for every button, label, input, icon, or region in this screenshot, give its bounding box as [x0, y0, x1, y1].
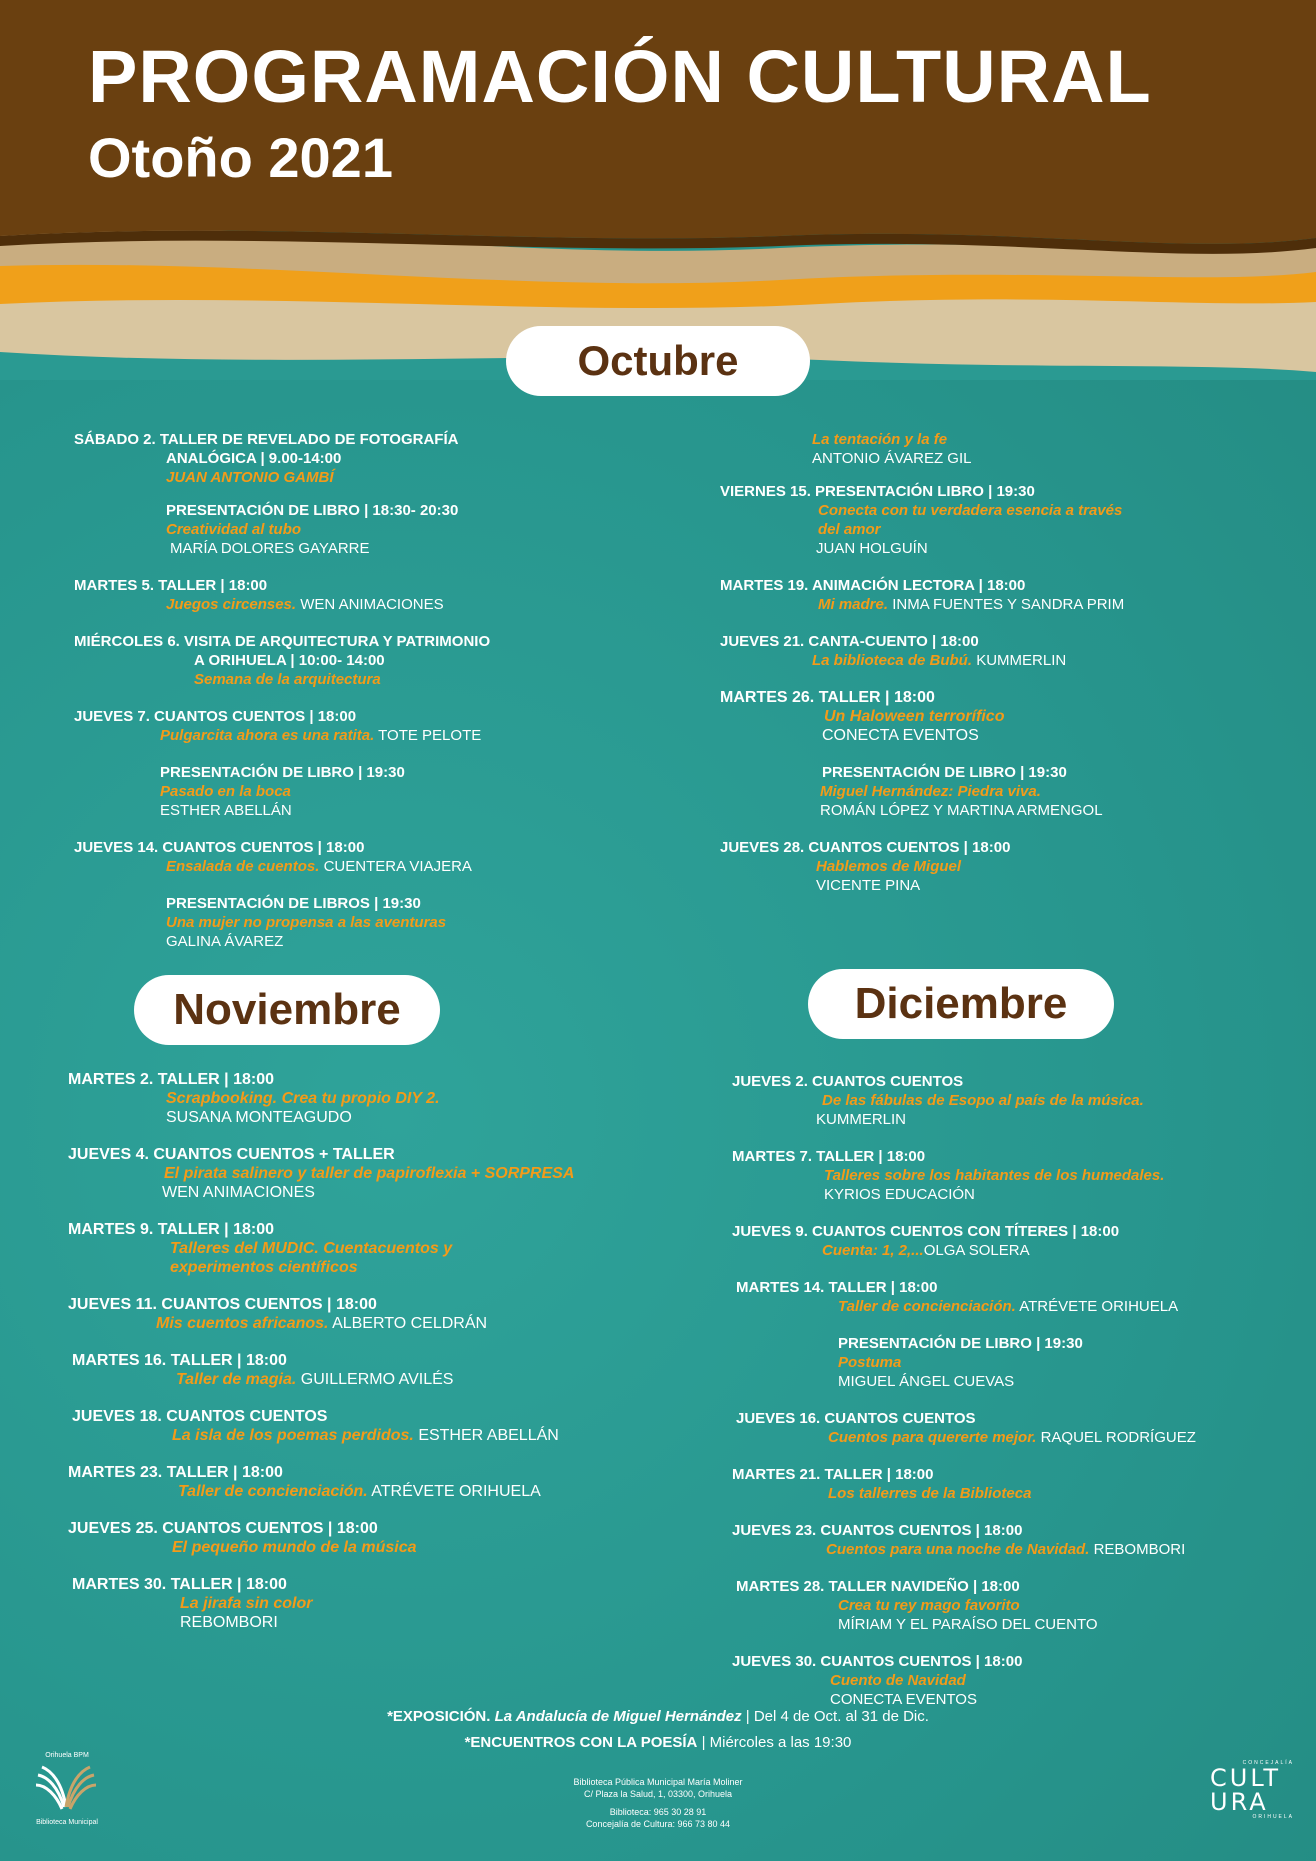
- event-item: [720, 430, 1124, 468]
- month-octubre: Octubre: [506, 326, 810, 396]
- event-item: [68, 1070, 574, 1127]
- event-title: Taller de concienciación.: [838, 1298, 1016, 1315]
- event-heading: SÁBADO 2. TALLER DE REVELADO DE FOTOGRAFÍA: [74, 431, 459, 448]
- event-heading: PRESENTACIÓN DE LIBRO | 19:30: [160, 764, 405, 781]
- event-heading: JUEVES 4. CUANTOS CUENTOS + TALLER: [68, 1146, 395, 1163]
- event-heading: MARTES 14. TALLER | 18:00: [736, 1279, 938, 1296]
- event-title: Cuentos para quererte mejor.: [828, 1429, 1037, 1446]
- event-host: MÍRIAM Y EL PARAÍSO DEL CUENTO: [838, 1616, 1098, 1633]
- event-host: MIGUEL ÁNGEL CUEVAS: [838, 1373, 1015, 1390]
- event-title: Pulgarcita ahora es una ratita.: [160, 727, 375, 744]
- diciembre-column: [732, 1072, 1196, 1727]
- event-item: [720, 838, 1124, 895]
- page-subtitle: Otoño 2021: [88, 126, 393, 189]
- concejalia-cultura-logo: [1210, 1760, 1294, 1830]
- exposicion-note: [0, 1708, 1316, 1725]
- biblioteca-municipal-logo: [28, 1752, 112, 1844]
- event-item: [732, 1334, 1196, 1391]
- event-host: ESTHER ABELLÁN: [160, 802, 292, 819]
- event-heading: JUEVES 14. CUANTOS CUENTOS | 18:00: [74, 839, 365, 856]
- event-item: [74, 707, 490, 745]
- event-title: Semana de la arquitectura: [194, 671, 381, 688]
- exposicion-title: La Andalucía de Miguel Hernández: [494, 1708, 742, 1725]
- encuentros-note: [0, 1734, 1316, 1751]
- event-host: CONECTA EVENTOS: [830, 1691, 977, 1708]
- event-host: GUILLERMO AVILÉS: [300, 1371, 454, 1388]
- event-item: [720, 482, 1124, 558]
- event-host: ESTHER ABELLÁN: [418, 1427, 559, 1444]
- event-host: SUSANA MONTEAGUDO: [166, 1109, 352, 1126]
- event-title: Cuenta: 1, 2,...: [822, 1242, 924, 1259]
- event-host: ANTONIO ÁVAREZ GIL: [812, 450, 972, 467]
- phone-block: [0, 1806, 1316, 1830]
- event-title: Scrapbooking. Crea tu propio DIY 2.: [166, 1090, 440, 1107]
- event-item: [68, 1407, 574, 1445]
- event-heading: ANALÓGICA | 9.00-14:00: [166, 450, 342, 467]
- octubre-left-column: [74, 430, 490, 969]
- phone-biblioteca: Biblioteca: 965 30 28 91: [609, 1807, 707, 1817]
- event-heading: MARTES 16. TALLER | 18:00: [72, 1352, 287, 1369]
- event-item: [720, 688, 1124, 745]
- event-item: [732, 1147, 1196, 1204]
- event-heading: JUEVES 16. CUANTOS CUENTOS: [736, 1410, 976, 1427]
- event-host: TOTE PELOTE: [378, 727, 482, 744]
- logo-wordmark: CULT: [1210, 1764, 1282, 1792]
- event-host: REBOMBORI: [1093, 1541, 1186, 1558]
- event-title: La jirafa sin color: [180, 1595, 313, 1612]
- phone-concejalia: Concejalía de Cultura: 966 73 80 44: [585, 1819, 731, 1829]
- event-heading: MARTES 9. TALLER | 18:00: [68, 1221, 274, 1238]
- event-heading: JUEVES 7. CUANTOS CUENTOS | 18:00: [74, 708, 357, 725]
- event-host: ATRÉVETE ORIHUELA: [371, 1483, 541, 1500]
- event-title: Hablemos de Miguel: [816, 858, 962, 875]
- open-book-icon: [34, 1763, 98, 1815]
- event-title: Miguel Hernández: Piedra viva.: [820, 783, 1041, 800]
- event-title: Crea tu rey mago favorito: [838, 1597, 1020, 1614]
- event-host: REBOMBORI: [180, 1614, 278, 1631]
- event-title: Pasado en la boca: [160, 783, 291, 800]
- logo-caption: Biblioteca Municipal: [36, 1819, 98, 1826]
- address-block: [0, 1776, 1316, 1800]
- event-heading: MARTES 19. ANIMACIÓN LECTORA | 18:00: [720, 577, 1026, 594]
- event-title: Conecta con tu verdadera esencia a través: [818, 502, 1123, 519]
- event-title: del amor: [818, 521, 881, 538]
- exposicion-label: *EXPOSICIÓN.: [387, 1708, 491, 1725]
- event-item: [68, 1220, 574, 1277]
- event-host: ATRÉVETE ORIHUELA: [1019, 1298, 1179, 1315]
- event-item: [720, 632, 1124, 670]
- encuentros-label: *ENCUENTROS CON LA POESÍA: [464, 1734, 698, 1751]
- event-heading: MARTES 26. TALLER | 18:00: [720, 689, 935, 706]
- event-heading: PRESENTACIÓN DE LIBRO | 19:30: [838, 1335, 1083, 1352]
- event-title: Ensalada de cuentos.: [166, 858, 320, 875]
- event-host: MARÍA DOLORES GAYARRE: [170, 540, 370, 557]
- event-host: KUMMERLIN: [976, 652, 1067, 669]
- event-title: La isla de los poemas perdidos.: [172, 1427, 414, 1444]
- event-item: [68, 1519, 574, 1557]
- event-item: [68, 1351, 574, 1389]
- event-heading: MARTES 23. TALLER | 18:00: [68, 1464, 283, 1481]
- event-title: Postuma: [838, 1354, 902, 1371]
- event-title: Creatividad al tubo: [166, 521, 302, 538]
- address-line: Biblioteca Pública Municipal María Moliner: [573, 1777, 743, 1787]
- event-title: Talleres del MUDIC. Cuentacuentos y: [170, 1240, 453, 1257]
- logo-caption: ORIHUELA: [1252, 1814, 1294, 1820]
- logo-wordmark: URA: [1210, 1788, 1269, 1816]
- event-heading: MARTES 5. TALLER | 18:00: [74, 577, 268, 594]
- event-item: [732, 1072, 1196, 1129]
- event-item: [732, 1409, 1196, 1447]
- event-heading: A ORIHUELA | 10:00- 14:00: [194, 652, 385, 669]
- event-heading: PRESENTACIÓN DE LIBROS | 19:30: [166, 895, 421, 912]
- event-title: Un Haloween terrorífico: [824, 708, 1005, 725]
- event-item: [732, 1465, 1196, 1503]
- event-heading: VIERNES 15. PRESENTACIÓN LIBRO | 19:30: [720, 483, 1035, 500]
- logo-caption: Orihuela BPM: [45, 1752, 89, 1759]
- event-host: ROMÁN LÓPEZ Y MARTINA ARMENGOL: [820, 802, 1103, 819]
- event-heading: JUEVES 28. CUANTOS CUENTOS | 18:00: [720, 839, 1011, 856]
- event-title: De las fábulas de Esopo al país de la música.: [822, 1092, 1144, 1109]
- event-host: CONECTA EVENTOS: [822, 727, 979, 744]
- event-title: Una mujer no propensa a las aventuras: [166, 914, 447, 931]
- month-noviembre: Noviembre: [134, 975, 440, 1045]
- event-item: [68, 1463, 574, 1501]
- event-item: [74, 632, 490, 689]
- event-heading: MIÉRCOLES 6. VISITA DE ARQUITECTURA Y PATRIMONIO: [74, 633, 491, 650]
- event-heading: JUEVES 11. CUANTOS CUENTOS | 18:00: [68, 1296, 377, 1313]
- event-title: Taller de magia.: [176, 1371, 297, 1388]
- event-heading: MARTES 2. TALLER | 18:00: [68, 1071, 274, 1088]
- event-heading: JUEVES 2. CUANTOS CUENTOS: [732, 1073, 964, 1090]
- event-heading: MARTES 21. TALLER | 18:00: [732, 1466, 934, 1483]
- event-host: GALINA ÁVAREZ: [166, 933, 284, 950]
- event-heading: JUEVES 23. CUANTOS CUENTOS | 18:00: [732, 1522, 1023, 1539]
- event-host: CUENTERA VIAJERA: [323, 858, 472, 875]
- event-title: El pequeño mundo de la música: [172, 1539, 417, 1556]
- event-title: JUAN ANTONIO GAMBÍ: [166, 469, 334, 486]
- event-host: JUAN HOLGUÍN: [816, 540, 928, 557]
- event-item: [732, 1521, 1196, 1559]
- event-host: RAQUEL RODRÍGUEZ: [1040, 1429, 1196, 1446]
- event-host: KUMMERLIN: [816, 1111, 907, 1128]
- event-item: [68, 1295, 574, 1333]
- noviembre-column: [68, 1070, 574, 1650]
- page-title: PROGRAMACIÓN CULTURAL: [88, 35, 1152, 118]
- event-host: OLGA SOLERA: [923, 1242, 1030, 1259]
- event-heading: MARTES 28. TALLER NAVIDEÑO | 18:00: [736, 1578, 1020, 1595]
- event-item: [732, 1577, 1196, 1634]
- event-item: [74, 576, 490, 614]
- event-title: La biblioteca de Bubú.: [812, 652, 973, 669]
- event-title: Los tallerres de la Biblioteca: [828, 1485, 1032, 1502]
- event-title: Cuentos para una noche de Navidad.: [826, 1541, 1090, 1558]
- event-title: Talleres sobre los habitantes de los humedales.: [824, 1167, 1165, 1184]
- event-host: WEN ANIMACIONES: [300, 596, 444, 613]
- event-heading: MARTES 30. TALLER | 18:00: [72, 1576, 287, 1593]
- event-title: Juegos circenses.: [166, 596, 297, 613]
- event-item: [732, 1278, 1196, 1316]
- event-host: ALBERTO CELDRÁN: [332, 1315, 488, 1332]
- event-heading: JUEVES 25. CUANTOS CUENTOS | 18:00: [68, 1520, 378, 1537]
- event-host: INMA FUENTES Y SANDRA PRIM: [892, 596, 1125, 613]
- event-heading: JUEVES 9. CUANTOS CUENTOS CON TÍTERES | 18:00: [732, 1223, 1120, 1240]
- address-line: C/ Plaza la Salud, 1, 03300, Orihuela: [583, 1789, 733, 1799]
- event-item: [68, 1145, 574, 1202]
- month-diciembre: Diciembre: [808, 969, 1114, 1039]
- event-title: Mi madre.: [818, 596, 889, 613]
- event-title: La tentación y la fe: [812, 431, 948, 448]
- event-title: Cuento de Navidad: [830, 1672, 966, 1689]
- event-title: El pirata salinero y taller de papiroflexia + SORPRESA: [164, 1165, 575, 1182]
- event-title: Taller de concienciación.: [178, 1483, 368, 1500]
- encuentros-when: | Miércoles a las 19:30: [701, 1734, 852, 1751]
- event-item: [720, 763, 1124, 820]
- event-heading: PRESENTACIÓN DE LIBRO | 19:30: [822, 764, 1067, 781]
- event-item: [74, 894, 490, 951]
- event-title: Mis cuentos africanos.: [156, 1315, 329, 1332]
- event-item: [74, 501, 490, 558]
- event-item: [720, 576, 1124, 614]
- event-item: [74, 763, 490, 820]
- exposicion-dates: | Del 4 de Oct. al 31 de Dic.: [745, 1708, 929, 1725]
- event-heading: PRESENTACIÓN DE LIBRO | 18:30- 20:30: [166, 502, 459, 519]
- logo-caption: CONCEJALÍA: [1242, 1760, 1294, 1766]
- event-heading: MARTES 7. TALLER | 18:00: [732, 1148, 926, 1165]
- event-title: experimentos científicos: [170, 1259, 358, 1276]
- event-host: VICENTE PINA: [816, 877, 921, 894]
- event-heading: JUEVES 30. CUANTOS CUENTOS | 18:00: [732, 1653, 1023, 1670]
- event-item: [732, 1652, 1196, 1709]
- event-host: WEN ANIMACIONES: [162, 1184, 315, 1201]
- octubre-right-column: [720, 430, 1124, 913]
- event-item: [68, 1575, 574, 1632]
- event-heading: JUEVES 21. CANTA-CUENTO | 18:00: [720, 633, 979, 650]
- event-item: [74, 430, 490, 487]
- event-item: [74, 838, 490, 876]
- event-item: [732, 1222, 1196, 1260]
- event-host: KYRIOS EDUCACIÓN: [824, 1186, 975, 1203]
- event-heading: JUEVES 18. CUANTOS CUENTOS: [72, 1408, 328, 1425]
